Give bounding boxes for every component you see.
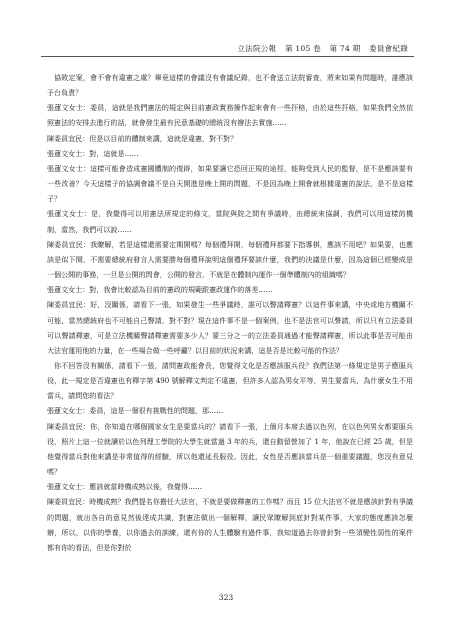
page-number: 323: [218, 593, 234, 602]
transcript-paragraph: 協敗定案，會不會有違憲之虞？畢竟這樣的會議沒有會議紀錄，也不會送立法院審查，將來如果有問題時，誰應該予台負責？: [47, 73, 413, 98]
transcript-paragraph: 陳委員宜民：我瞭解，若是這樣還需要定期開嗎？每個禮拜開，每個禮拜都要下指導棋，應該不用吧？如果要，也應該是似下開，不需要總統府發言人需要勝每個禮拜說明這個禮拜要談什麼，我們的決議是什麼，因為這個已經變成是一個公開的事務，一旦是公開的問會，公開的發言，不就是在體制內運作一個準體制內的組織嗎？: [47, 239, 413, 280]
transcript-paragraph: 陳委員宜民：好，沒關係，請看下一張，如果發生一些爭議時，誰可以聲請釋憲？以這件事來講，中央或地方機關不可能，當然總統府也不可能自己聲請，對不對？現在這件事不是一個案例，也不是法官可以聲請，所以只有立法委員可以聲請釋憲，可是立法機關聲請釋憲需要多少人？要三分之一的立法委員通過才能聲請釋憲，所以此事是否可能由大法官運用他的力量，在一些場合做一些呼籲？以目前的狀況來講，這是否是比較可能的作法？: [47, 300, 413, 355]
transcript-paragraph: 張蓮文女士：對，我會比較認為目前的憲政的規範跟憲政運作的落差……: [47, 285, 273, 295]
issue-label: 第 74 期: [329, 44, 361, 53]
transcript-paragraph: 陳委員宜民：你，你知道在哪個國家女生是要當兵的？請看下一張，上個月本席去過以色列，在以色列男女都要服兵役，照片上這一位就讀於以色列理工學院的大學生就當過 3 年的兵，還自動留營加了 1 年，他說在已經 25 歲，但是他覺得當兵對他來講是非常值得的經驗，所以他還延長服役。因此，女性是否應該當兵是一個重要議題，您沒有意見嗎？: [47, 421, 413, 477]
transcript-paragraph: 你不回答沒有關係，請看下一張，請問憲政能會長，您覺得文化是否應該服兵役？我們法第一條規定是男子應服兵役，此一規定是否違憲也有釋字第 490 號解釋文判定不違憲，但許多人認為男女平等，男生要當兵，為什麼女生不用當兵，請問您的看法？: [47, 360, 413, 401]
transcript-paragraph: 張蓮文女士：委員，這是一個很有挑戰性的問題，那……: [47, 406, 224, 416]
volume-label: 第 105 卷: [284, 44, 321, 53]
transcript-paragraph: 陳委員宜民：但是以目前的體制來講，這就是違憲，對不對？: [47, 133, 238, 143]
transcript-paragraph: 張蓮文女士：是，我覺得可以用憲法所規定的條文，當院與院之間有爭議時，由總統來協調，我們可以用這樣的機制，當然，我們可以說……: [47, 209, 413, 234]
page-header: [231, 43, 408, 54]
transcript-body: [47, 70, 413, 555]
transcript-paragraph: 張蓮文女士：應該就當時機成熟以後，我覺得……: [47, 482, 203, 492]
header-rule: [41, 56, 414, 57]
transcript-paragraph: 張蓮文女士：委員，這就是我們憲法的規定與目前憲政實務操作起來會有一些扞格，由於這些扞格，如果我們全然依照憲法的安排去進行的話，就會發生最有民意基礎的總統沒有辦法去實施……: [47, 103, 413, 128]
transcript-paragraph: 張蓮文女士：對，這就是……: [47, 148, 139, 158]
section-label: 委員會紀錄: [369, 44, 408, 53]
transcript-paragraph: 張蓮文女士：這樣可能會造成憲國體制的復辟，如果要讓它恐回正規的途徑，能夠受到人民的監督，是不是應該要有一些改善？今天這樣子的協調會議不是自天開進是晚上開的問題，不是因為晚上開會就根據違憲的說法，是不是這樣子？: [47, 163, 413, 204]
publication-title: 立法院公報: [237, 44, 277, 53]
transcript-paragraph: 陳委員宜民：時機成熟？我們提名你擔任大法官，不就是要做釋憲的工作嗎？而且 15 位大法官不就是應該針對有爭議的問題，就出各自的意見然後達成共識，對憲法做出一個解釋，讓民眾瞭解到底針對某件事，大家的態度應該怎麼辦，所以，以你的學養，以你過去的訓練，還有你的人生體驗有過件事，我知道過去你曾針對一些須變性弱性的案件都有你的看法，但是你對於: [47, 497, 413, 552]
